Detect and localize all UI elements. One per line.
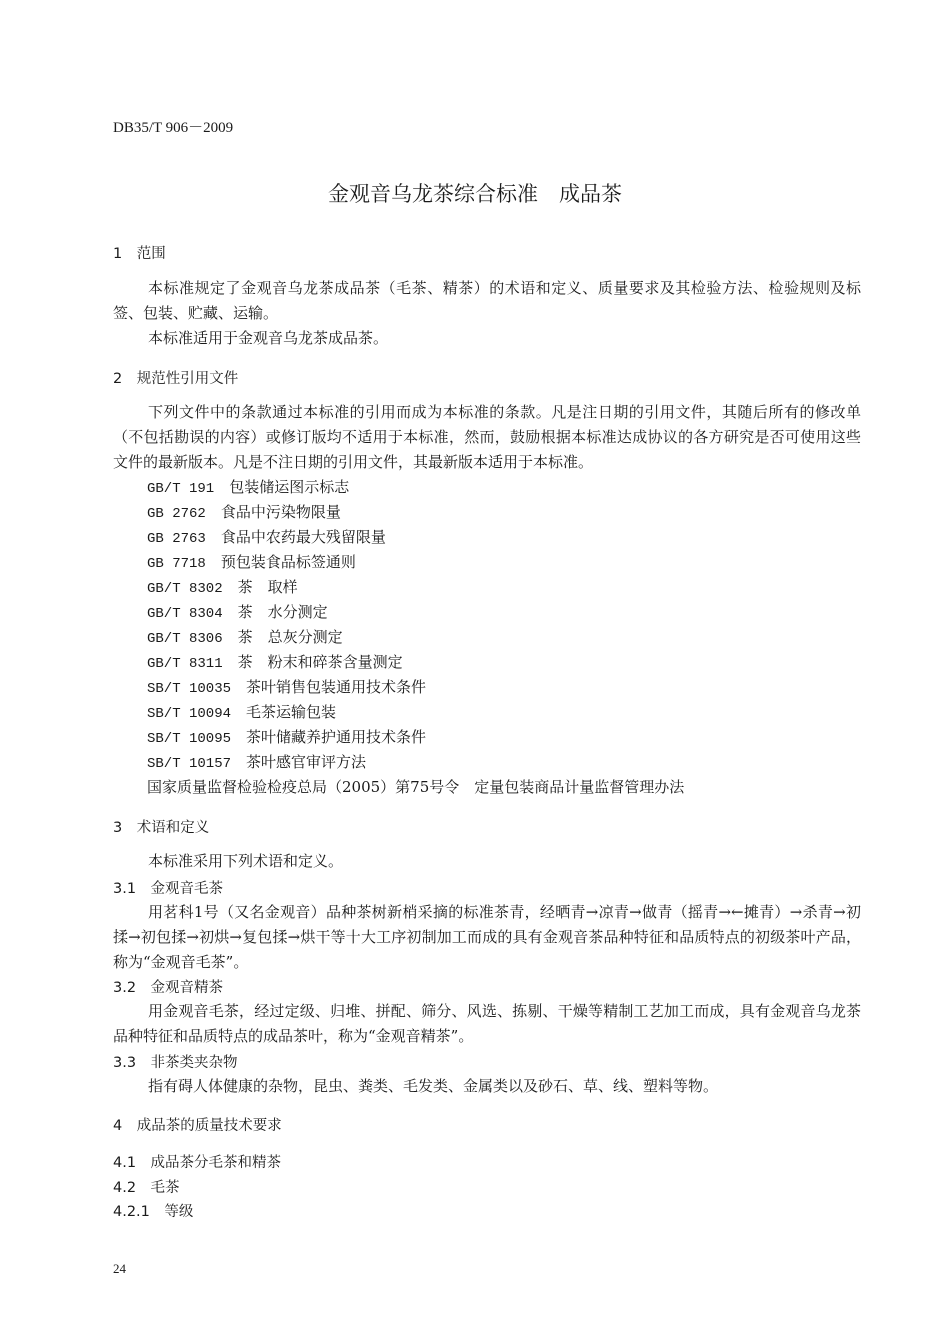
reference-title: 茶 总灰分测定 xyxy=(237,628,343,646)
reference-item-decree: 国家质量监督检验检疫总局（2005）第75号令 定量包装商品计量监督管理办法 xyxy=(147,778,685,796)
reference-code: SB/T 10035 xyxy=(147,681,232,697)
reference-item xyxy=(147,551,356,572)
reference-code: GB 7718 xyxy=(147,556,206,572)
page-number: 24 xyxy=(113,1261,126,1276)
reference-item xyxy=(147,626,343,647)
term-3-3-definition: 指有碍人体健康的杂物，昆虫、粪类、毛发类、金属类以及砂石、草、线、塑料等物。 xyxy=(148,1077,719,1095)
reference-item xyxy=(147,476,349,497)
reference-title: 茶叶储藏养护通用技术条件 xyxy=(246,728,427,746)
section-4-2-heading: 4.2 毛茶 xyxy=(113,1180,180,1196)
reference-title: 食品中农药最大残留限量 xyxy=(220,528,386,546)
reference-item xyxy=(147,526,386,547)
document-title: 金观音乌龙茶综合标准 成品茶 xyxy=(328,182,622,206)
reference-code: GB/T 191 xyxy=(147,481,215,497)
reference-code: GB/T 8306 xyxy=(147,631,223,647)
section-1-paragraph-2: 本标准适用于金观音乌龙茶成品茶。 xyxy=(148,329,389,347)
reference-code: SB/T 10094 xyxy=(147,706,232,722)
section-4-1-heading: 4.1 成品茶分毛茶和精茶 xyxy=(113,1155,282,1171)
reference-title: 茶叶感官审评方法 xyxy=(246,753,367,771)
section-4-2-1-heading: 4.2.1 等级 xyxy=(113,1204,194,1220)
reference-item xyxy=(147,576,298,597)
reference-item xyxy=(147,601,328,622)
section-3-intro: 本标准采用下列术语和定义。 xyxy=(148,852,344,870)
reference-code: GB/T 8311 xyxy=(147,656,223,672)
section-4-heading: 4 成品茶的质量技术要求 xyxy=(113,1118,282,1134)
reference-code: GB/T 8304 xyxy=(147,606,223,622)
reference-title: 茶 粉末和碎茶含量测定 xyxy=(237,653,403,671)
reference-item xyxy=(147,651,403,672)
reference-item xyxy=(147,751,366,772)
reference-title: 茶叶销售包装通用技术条件 xyxy=(246,678,427,696)
reference-title: 茶 水分测定 xyxy=(237,603,328,621)
reference-code: GB 2763 xyxy=(147,531,206,547)
reference-code: GB 2762 xyxy=(147,506,206,522)
document-code: DB35/T 906－2009 xyxy=(113,120,234,136)
reference-code: GB/T 8302 xyxy=(147,581,223,597)
reference-item xyxy=(147,726,426,747)
reference-title: 茶 取样 xyxy=(237,578,298,596)
reference-title: 预包装食品标签通则 xyxy=(220,553,356,571)
section-1-heading: 1 范围 xyxy=(113,246,166,262)
term-3-1-definition: 用茗科1号（又名金观音）品种茶树新梢采摘的标准茶青，经晒青→凉青→做青（摇青→←摊青）→杀青→初揉→初包揉→初烘→复包揉→烘干等十大工序初制加工而成的具有金观音茶品种特征和品质特点的初级茶叶产品，称为“金观音毛茶”。 xyxy=(113,903,861,971)
term-3-2-heading: 3.2 金观音精茶 xyxy=(113,980,224,996)
reference-code: SB/T 10095 xyxy=(147,731,232,747)
term-3-3-heading: 3.3 非茶类夹杂物 xyxy=(113,1055,238,1071)
section-2-heading: 2 规范性引用文件 xyxy=(113,371,239,387)
reference-item xyxy=(147,501,341,522)
reference-title: 包装储运图示标志 xyxy=(229,478,350,496)
reference-title: 毛茶运输包装 xyxy=(246,703,337,721)
section-1-paragraph-1: 本标准规定了金观音乌龙茶成品茶（毛茶、精茶）的术语和定义、质量要求及其检验方法、检验规则及标签、包装、贮藏、运输。 xyxy=(113,279,861,322)
term-3-1-heading: 3.1 金观音毛茶 xyxy=(113,881,224,897)
reference-title: 食品中污染物限量 xyxy=(220,503,341,521)
section-3-heading: 3 术语和定义 xyxy=(113,820,210,836)
reference-item xyxy=(147,701,336,722)
reference-item xyxy=(147,676,426,697)
term-3-2-definition: 用金观音毛茶，经过定级、归堆、拼配、筛分、风选、拣剔、干燥等精制工艺加工而成，具有金观音乌龙茶品种特征和品质特点的成品茶叶，称为“金观音精茶”。 xyxy=(113,1002,861,1045)
section-2-paragraph-1: 下列文件中的条款通过本标准的引用而成为本标准的条款。凡是注日期的引用文件，其随后所有的修改单（不包括勘误的内容）或修订版均不适用于本标准，然而，鼓励根据本标准达成协议的各方研究是否可使用这些文件的最新版本。凡是不注日期的引用文件，其最新版本适用于本标准。 xyxy=(113,403,861,471)
reference-code: SB/T 10157 xyxy=(147,756,232,772)
